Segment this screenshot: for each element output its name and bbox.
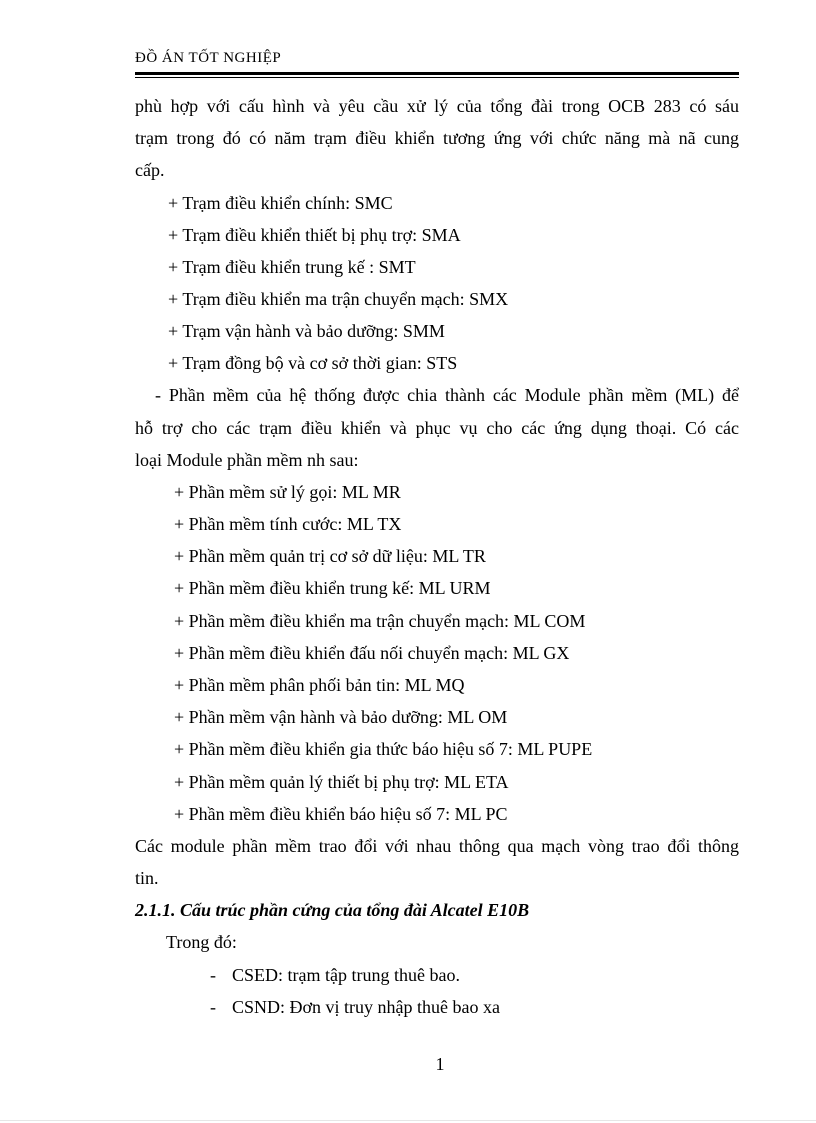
paragraph-line: loại Module phần mềm nh sau: xyxy=(135,450,359,470)
list-item: + Trạm điều khiển chính: SMC xyxy=(168,193,393,213)
bullet-text: CSED: trạm tập trung thuê bao. xyxy=(232,965,460,985)
list-item: + Trạm vận hành và bảo dưỡng: SMM xyxy=(168,321,445,341)
list-item: + Phần mềm điều khiển ma trận chuyển mạch: ML COM xyxy=(174,611,586,631)
page-bottom-edge xyxy=(0,1120,816,1121)
list-item: + Trạm điều khiển ma trận chuyển mạch: SMX xyxy=(168,289,509,309)
paragraph-line: - Phần mềm của hệ thống được chia thành các Module phần mềm (ML) để xyxy=(155,385,739,405)
list-item: + Trạm điều khiển thiết bị phụ trợ: SMA xyxy=(168,225,461,245)
section-heading: 2.1.1. Cấu trúc phần cứng của tổng đài Alcatel E10B xyxy=(135,900,530,920)
paragraph-line: Các module phần mềm trao đổi với nhau thông qua mạch vòng trao đổi thông xyxy=(135,836,739,856)
list-item: + Phần mềm điều khiển trung kế: ML URM xyxy=(174,578,491,598)
list-item: + Trạm điều khiển trung kế : SMT xyxy=(168,257,416,277)
bullet-dash: - xyxy=(210,997,216,1017)
paragraph-line: trạm trong đó có năm trạm điều khiển tương ứng với chức năng mà nã cung xyxy=(135,128,739,148)
paragraph-line: hỗ trợ cho các trạm điều khiển và phục vụ cho các ứng dụng thoại. Có các xyxy=(135,418,739,438)
page-header: ĐỒ ÁN TỐT NGHIỆP xyxy=(135,50,282,66)
list-item: + Phần mềm quản lý thiết bị phụ trợ: ML ETA xyxy=(174,772,509,792)
intro-text: Trong đó: xyxy=(166,932,237,952)
list-item: + Phần mềm vận hành và bảo dưỡng: ML OM xyxy=(174,707,508,727)
header-rule-thick xyxy=(135,72,739,75)
bullet-dash: - xyxy=(210,965,216,985)
list-item: + Phần mềm điều khiển đấu nối chuyển mạch: ML GX xyxy=(174,643,570,663)
list-item: + Trạm đồng bộ và cơ sở thời gian: STS xyxy=(168,353,458,373)
list-item: + Phần mềm tính cước: ML TX xyxy=(174,514,402,534)
list-item: + Phần mềm sử lý gọi: ML MR xyxy=(174,482,401,502)
page-number: 1 xyxy=(435,1054,445,1074)
list-item: + Phần mềm điều khiển báo hiệu số 7: ML PC xyxy=(174,804,508,824)
list-item: + Phần mềm phân phối bản tin: ML MQ xyxy=(174,675,465,695)
list-item: + Phần mềm quản trị cơ sở dữ liệu: ML TR xyxy=(174,546,486,566)
paragraph-line: phù hợp với cấu hình và yêu cầu xử lý của tổng đài trong OCB 283 có sáu xyxy=(135,96,739,116)
header-rule-thin xyxy=(135,77,739,78)
paragraph-line: cấp. xyxy=(135,160,165,180)
list-item: + Phần mềm điều khiển gia thức báo hiệu số 7: ML PUPE xyxy=(174,739,593,759)
bullet-text: CSND: Đơn vị truy nhập thuê bao xa xyxy=(232,997,500,1017)
paragraph-line: tin. xyxy=(135,868,159,888)
